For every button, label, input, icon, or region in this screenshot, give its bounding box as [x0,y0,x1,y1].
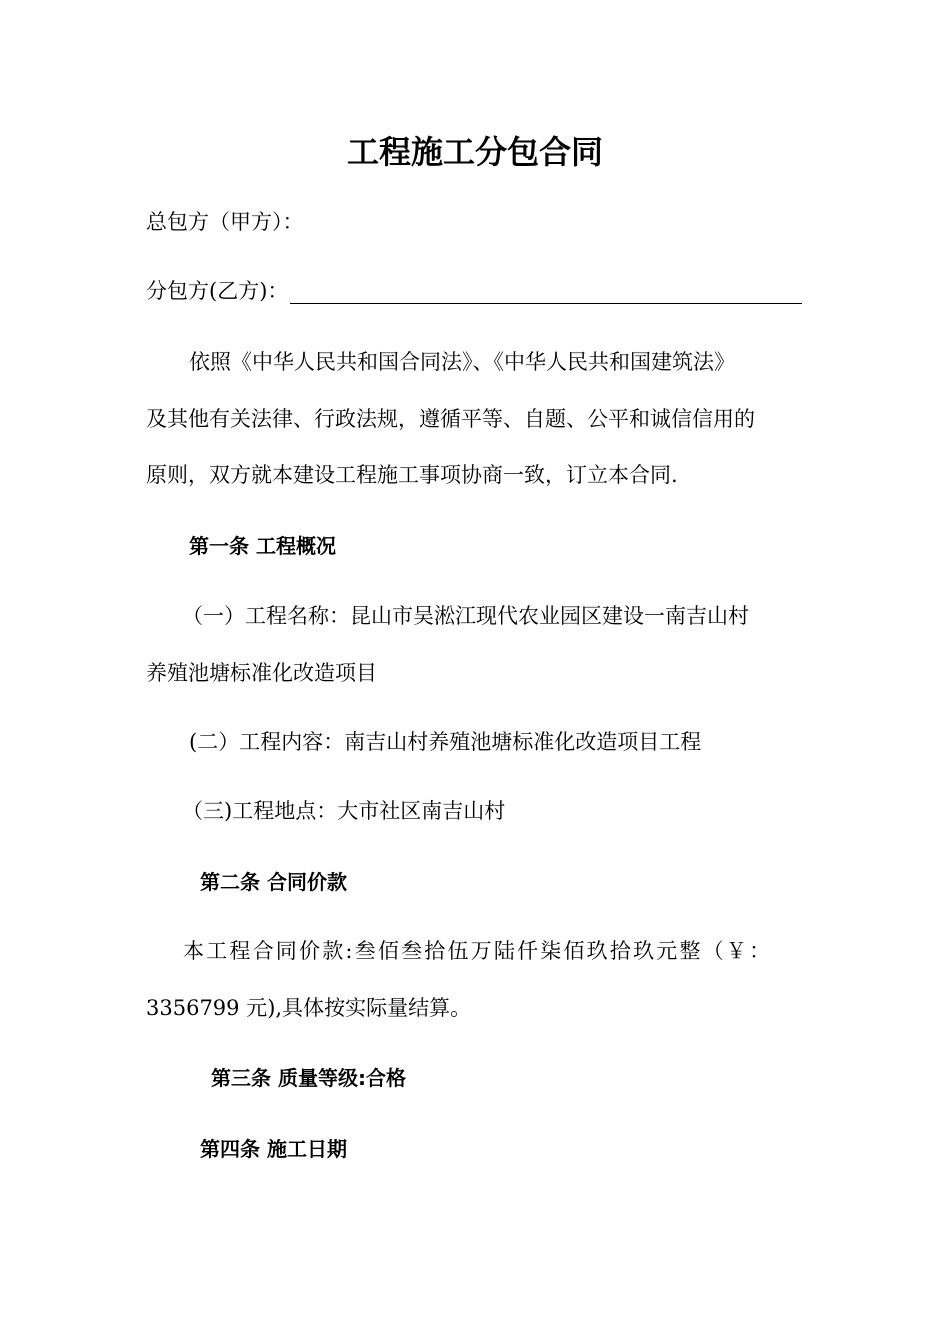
article-1-heading: 第一条 工程概况 [189,534,336,558]
party-a-label: 总包方（甲方）： [146,210,304,234]
intro-line-1: 依照《中华人民共和国合同法》、《中华人民共和国建筑法》 [189,350,735,374]
project-content: (二）工程内容：南吉山村养殖池塘标准化改造项目工程 [189,730,702,754]
intro-line-2: 及其他有关法律、行政法规，遵循平等、自题、公平和诚信信用的 [146,407,755,431]
article-3-heading: 第三条 质量等级:合格 [211,1066,406,1090]
article-2-heading: 第二条 合同价款 [200,870,347,894]
contract-title: 工程施工分包合同 [346,133,603,171]
project-name-line-1: （一）工程名称：昆山市吴淞江现代农业园区建设一南吉山村 [182,604,749,628]
contract-price-line-2: 3356799 元),具体按实际量结算。 [146,996,472,1020]
party-b-label: 分包方(乙方)： [146,279,289,303]
article-4-heading: 第四条 施工日期 [200,1137,347,1161]
intro-line-3: 原则，双方就本建设工程施工事项协商一致，订立本合同. [146,463,678,487]
party-b-blank [290,279,802,304]
contract-price-line-1: 本工程合同价款:叁佰叁拾伍万陆仟柒佰玖拾玖元整（￥： [183,939,773,963]
party-b-line [146,278,802,304]
project-name-line-2: 养殖池塘标准化改造项目 [146,661,377,685]
project-location: （三)工程地点：大市社区南吉山村 [182,799,506,823]
